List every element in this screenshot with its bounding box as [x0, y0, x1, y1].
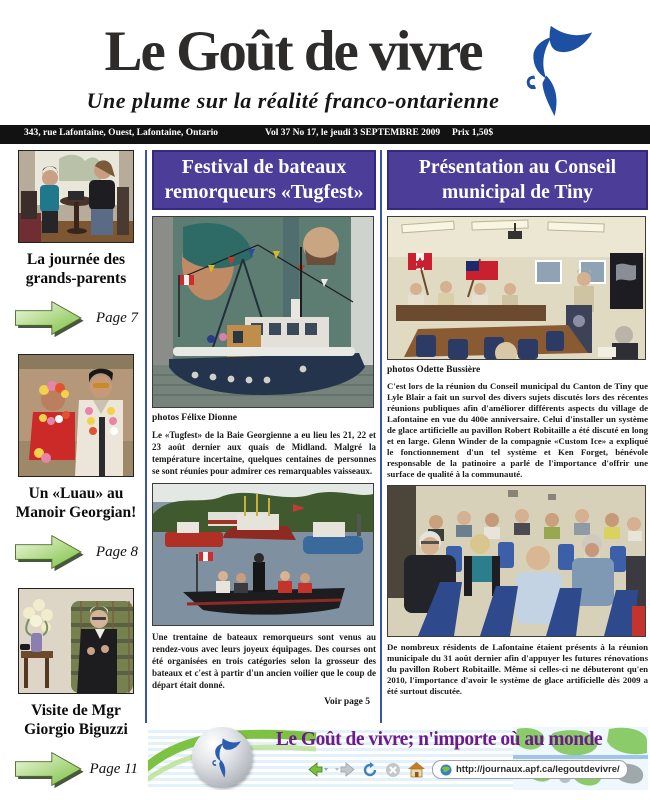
globe-icon	[440, 764, 452, 776]
photo-tugboat-northsea	[152, 216, 374, 408]
page-reference: Page 7	[95, 309, 138, 326]
url-text[interactable]: http://journaux.apf.ca/legoutdevivre/	[456, 764, 620, 775]
back-arrow-icon[interactable]	[308, 762, 328, 777]
home-icon[interactable]	[408, 762, 425, 778]
photo-audience	[387, 485, 646, 637]
article-headline-tugfest: Festival de bateaux remorqueurs «Tugfest»	[152, 150, 376, 210]
teaser-headline-grandparents: La journée des grands-parents	[25, 251, 127, 287]
article-tiny-council	[387, 150, 648, 702]
green-arrow-icon	[14, 749, 86, 789]
info-bar	[0, 125, 650, 144]
footer-web-banner	[148, 727, 648, 790]
photo-credit-tiny: photos Odette Bussière	[387, 365, 481, 375]
teaser-link-grandparents[interactable]	[14, 298, 138, 338]
tiny-paragraph-1: C'est lors de la réunion du Conseil municipal du Canton de Tiny que Lyle Blair a fait un survol des divers sujets discutés lors des récentes réunions publiques afin d'améliorer différents aspects du village de Lafontaine en vue du 400e anniversaire. Celui d'installer un système de glace artificielle au pavillon Robert Robitaille a été discuté en long et en large. Glenn Winder de la compagnie «Custom Ice» a expliqué le fonctionnement d'un tel système et Ken Forget, bénévole responsable de la patinoire a parlé de l'importance d'offrir une surface de qualité à la communauté.	[387, 381, 648, 479]
publisher-address: 343, rue Lafontaine, Ouest, Lafontaine, Ontario	[24, 128, 218, 138]
refresh-icon[interactable]	[362, 762, 378, 778]
address-bar[interactable]	[432, 760, 628, 779]
page-reference: Page 11	[89, 760, 138, 777]
article-headline-tiny: Présentation au Conseil municipal de Tiny	[387, 150, 648, 210]
tugfest-paragraph-1: Le «Tugfest» de la Baie Georgienne a eu lieu les 21, 22 et 23 août dernier aux quais de Midland. Malgré la température incertaine, quelques centaines de personnes se sont réunies pour admirer ces remarquables vaisseaux.	[152, 430, 376, 476]
tiny-paragraph-2: De nombreux résidents de Lafontaine étaient présents à la réunion municipale du 31 août dernier afin d'appuyer les futures rénovations du pavillon Robert Robitaille. Même si celles-ci ne débuteront qu'en 2010, l'importance d'avoir le système de glace artificielle dès 2009 a été surtout discutée.	[387, 642, 648, 696]
photo-biguzzi	[18, 588, 134, 694]
sidebar-teasers	[12, 150, 140, 800]
seagull-logo-icon	[503, 20, 595, 122]
banner-slogan: Le Goût de vivre; n'importe où au monde	[275, 729, 603, 750]
page-reference: Page 8	[95, 543, 138, 560]
edition-info: Vol 37 No 17, le jeudi 3 SEPTEMBRE 2009	[265, 128, 441, 138]
article-tugfest	[152, 150, 376, 707]
browser-toolbar	[308, 760, 628, 779]
stop-icon[interactable]	[385, 762, 401, 778]
price: Prix 1,50$	[452, 128, 494, 138]
photo-harbor-fleet	[152, 483, 374, 626]
tugfest-paragraph-2: Une trentaine de bateaux remorqueurs sont venus au rendez-vous avec leurs joyeux équipages. Des courses ont été organisées en trois catégories selon la grosseur des bateaux et c'est à partir d'un ancien voilier que le coup de départ était donné.	[152, 632, 376, 690]
photo-luau	[18, 354, 134, 477]
continuation-note: Voir page 5	[324, 697, 370, 707]
newspaper-tagline: Une plume sur la réalité franco-ontarienne	[86, 88, 500, 113]
photo-council-chamber	[387, 216, 646, 360]
teaser-link-biguzzi[interactable]	[14, 749, 138, 789]
seagull-logo-small-icon	[202, 735, 242, 781]
forward-arrow-icon[interactable]	[335, 762, 355, 777]
green-arrow-icon	[14, 298, 86, 338]
green-arrow-icon	[14, 532, 86, 572]
teaser-headline-biguzzi: Visite de Mgr Giorgio Biguzzi	[24, 702, 128, 738]
newspaper-title: Le Goût de vivre	[104, 20, 482, 83]
column-divider	[145, 150, 147, 723]
teaser-link-luau[interactable]	[14, 532, 138, 572]
column-divider	[380, 150, 382, 723]
teaser-headline-luau: Un «Luau» au Manoir Georgian!	[15, 485, 137, 521]
photo-grandparents-day	[18, 150, 134, 243]
photo-credit-tugfest: photos Félixe Dionne	[152, 413, 237, 423]
